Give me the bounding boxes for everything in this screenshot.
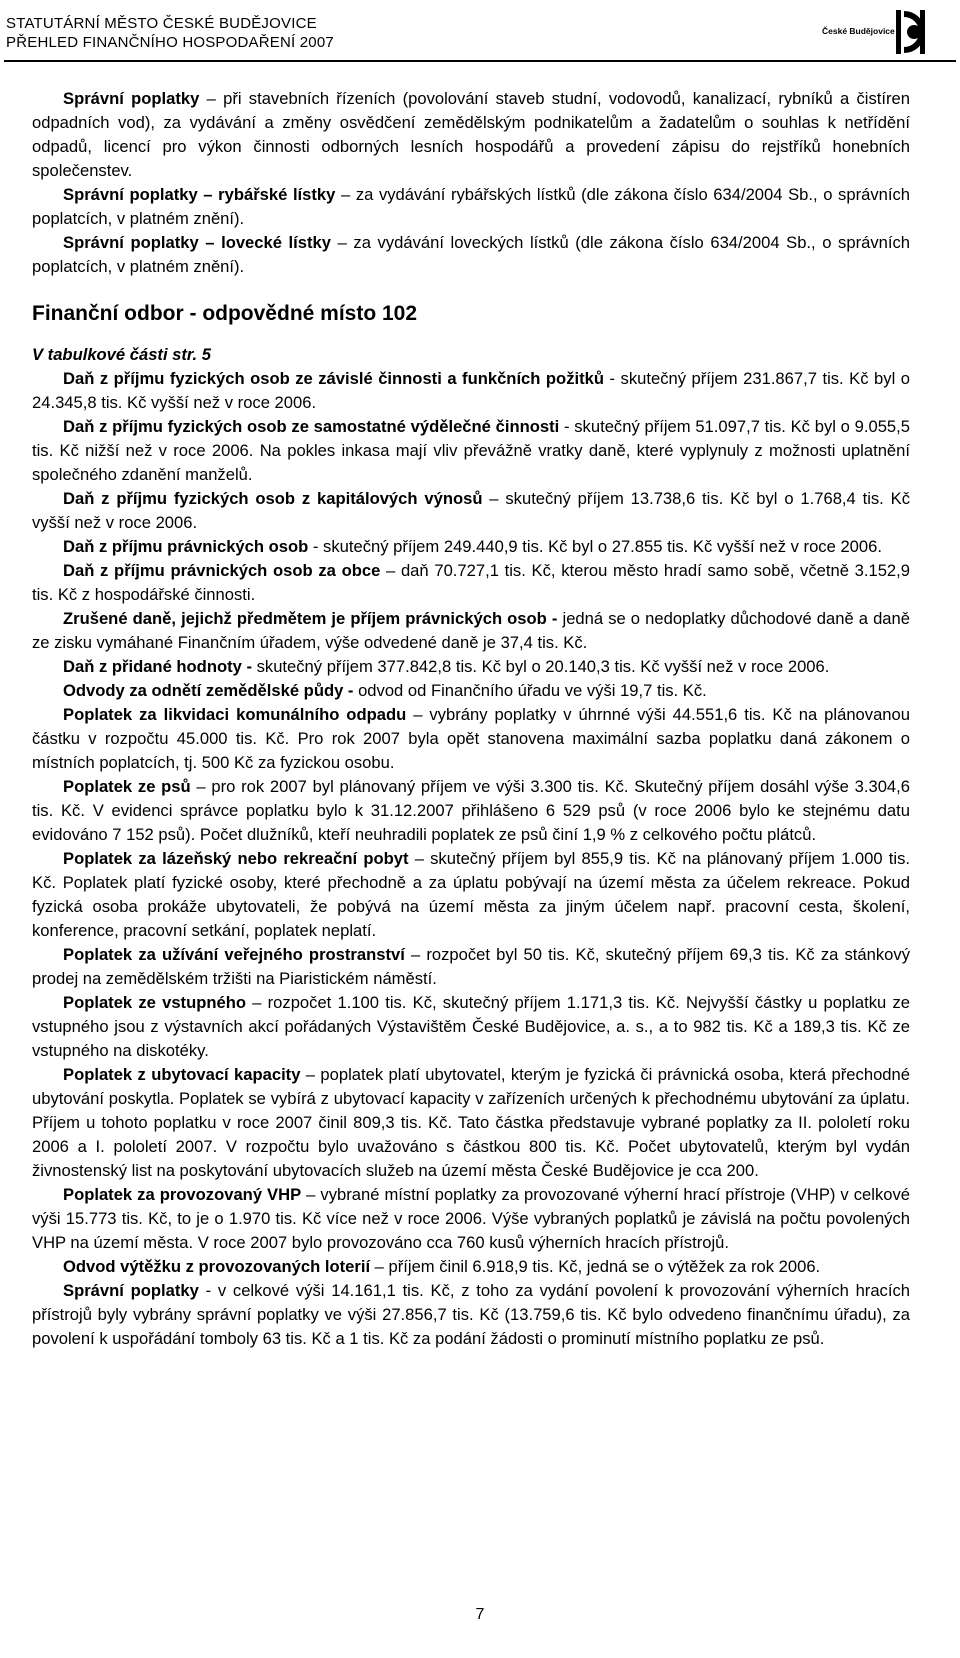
- paragraph: [32, 943, 910, 991]
- paragraph: [32, 1279, 910, 1351]
- paragraph-text: – příjem činil 6.918,9 tis. Kč, jedná se o výtěžek za rok 2006.: [370, 1257, 821, 1276]
- paragraph: [32, 991, 910, 1063]
- table-reference: V tabulkové části str. 5: [32, 345, 211, 364]
- section-title: Finanční odbor - odpovědné místo 102: [32, 302, 418, 325]
- paragraph-text: – pro rok 2007 byl plánovaný příjem ve výši 3.300 tis. Kč. Skutečný příjem dosáhl výše 3.304,6 tis. Kč. V evidenci správce poplatku bylo k 31.12.2007 přihlášeno 6 529 psů (v roce 2006 bylo ke stejnému datu evidováno 7 152 psů). Počet dlužníků, kteří neuhradili poplatek ze psů činí 1,9 % z celkového počtu plátců.: [32, 777, 910, 844]
- header-line-2: PŘEHLED FINANČNÍHO HOSPODAŘENÍ 2007: [6, 34, 334, 51]
- paragraph-heading: Poplatek z ubytovací kapacity: [63, 1065, 301, 1084]
- paragraph: [32, 775, 910, 847]
- paragraph-heading: Daň z příjmu fyzických osob ze samostatné výdělečné činnosti: [63, 417, 560, 436]
- paragraph-heading: Daň z příjmu právnických osob za obce: [63, 561, 381, 580]
- header-title: [6, 14, 334, 52]
- paragraph-heading: Poplatek za provozovaný VHP: [63, 1185, 302, 1204]
- paragraph-text: – skutečný příjem 13.738,6 tis. Kč byl o 1.768,4 tis. Kč vyšší než v roce 2006.: [32, 489, 910, 532]
- paragraph-text: jedná se o nedoplatky důchodové daně a daně ze zisku vymáhané Finančním úřadem, výše odvedené daně je 37,4 tis. Kč.: [32, 609, 910, 652]
- document-body: [32, 87, 910, 1351]
- paragraph-text: odvod od Finančního úřadu ve výši 19,7 tis. Kč.: [353, 681, 707, 700]
- header-divider: [4, 60, 956, 62]
- paragraph: [32, 679, 910, 703]
- paragraph: [32, 559, 910, 607]
- header-line-1: STATUTÁRNÍ MĚSTO ČESKÉ BUDĚJOVICE: [6, 15, 317, 32]
- paragraph-heading: Daň z přidané hodnoty -: [63, 657, 252, 676]
- paragraph-text: – rozpočet 1.100 tis. Kč, skutečný příjem 1.171,3 tis. Kč. Nejvyšší částky u poplatku ze vstupného jsou z výstavních akcí pořádaných Výstavištěm České Budějovice, a. s., a to 982 tis. Kč a 189,3 tis. Kč ze vstupného na diskotéky.: [32, 993, 910, 1060]
- paragraph: [32, 847, 910, 943]
- paragraph-heading: Poplatek ze vstupného: [63, 993, 246, 1012]
- paragraph-text: – daň 70.727,1 tis. Kč, kterou město hradí samo sobě, včetně 3.152,9 tis. Kč z hospodářské činnosti.: [32, 561, 910, 604]
- paragraph-heading: Poplatek za užívání veřejného prostranství: [63, 945, 405, 964]
- paragraph-heading: Poplatek ze psů: [63, 777, 191, 796]
- paragraph-heading: Odvod výtěžku z provozovaných loterií: [63, 1257, 371, 1276]
- paragraph-heading: Správní poplatky – rybářské lístky: [63, 185, 336, 204]
- paragraph-heading: Daň z příjmu fyzických osob z kapitálových výnosů: [63, 489, 483, 508]
- logo-label: České Budějovice: [822, 26, 895, 36]
- paragraph-text: - skutečný příjem 51.097,7 tis. Kč byl o 9.055,5 tis. Kč nižší než v roce 2006. Na pokles inkasa mají vliv převážně vratky daně, které vyplynuly z možnosti uplatnění společného zdanění manželů.: [32, 417, 910, 484]
- paragraph-heading: Správní poplatky: [63, 89, 200, 108]
- paragraph: [32, 367, 910, 415]
- paragraph-text: – za vydávání loveckých lístků (dle zákona číslo 634/2004 Sb., o správních poplatcích, v platném znění).: [32, 233, 910, 276]
- paragraph-heading: Zrušené daně, jejichž předmětem je příjem právnických osob -: [63, 609, 558, 628]
- paragraph-heading: Odvody za odnětí zemědělské půdy -: [63, 681, 354, 700]
- paragraph-heading: Daň z příjmu fyzických osob ze závislé činnosti a funkčních požitků: [63, 369, 604, 388]
- paragraph: [32, 231, 910, 279]
- paragraph: [32, 703, 910, 775]
- paragraph-text: - skutečný příjem 231.867,7 tis. Kč byl o 24.345,8 tis. Kč vyšší než v roce 2006.: [32, 369, 910, 412]
- paragraph: [32, 415, 910, 487]
- paragraph-heading: Poplatek za lázeňský nebo rekreační pobyt: [63, 849, 409, 868]
- paragraph: [32, 1063, 910, 1183]
- paragraph: [32, 183, 910, 231]
- page-number: 7: [475, 1606, 485, 1623]
- paragraph: [32, 607, 910, 655]
- paragraph: [32, 87, 910, 183]
- paragraph: [32, 535, 910, 559]
- paragraph-text: – při stavebních řízeních (povolování staveb studní, vodovodů, kanalizací, rybníků a čistíren odpadních vod), za vydávání a změny osvědčení zemědělským podnikatelům a žadatelům o souhlas k netřídění odpadů, licencí pro výkon činnosti odborných lesních hospodářů a provedení zápisu do rejstříků honebních společenstev.: [32, 89, 910, 180]
- paragraph-text: – vybrané místní poplatky za provozované výherní hrací přístroje (VHP) v celkové výši 15.773 tis. Kč, to je o 1.970 tis. Kč více než v roce 2006. Výše vybraných poplatků je závislá na počtu povolených VHP na území města. V roce 2007 bylo provozováno cca 760 kusů výherních hracích přístrojů.: [32, 1185, 910, 1252]
- city-logo-icon: [892, 8, 948, 56]
- city-logo: [822, 8, 950, 56]
- paragraph-text: - v celkové výši 14.161,1 tis. Kč, z toho za vydání povolení k provozování výherních hracích přístrojů byly vybrány správní poplatky ve výši 27.856,7 tis. Kč (13.759,6 tis. Kč bylo odvedeno finančnímu úřadu), za povolení k uspořádání tomboly 63 tis. Kč a 1 tis. Kč za podání žádosti o prominutí místního poplatku ze psů.: [32, 1281, 910, 1348]
- paragraph-text: skutečný příjem 377.842,8 tis. Kč byl o 20.140,3 tis. Kč vyšší než v roce 2006.: [251, 657, 830, 676]
- paragraph: [32, 1183, 910, 1255]
- paragraph: [32, 1255, 910, 1279]
- paragraph-heading: Daň z příjmu právnických osob: [63, 537, 309, 556]
- paragraph-text: – poplatek platí ubytovatel, kterým je fyzická či právnická osoba, která přechodné ubytování poskytla. Poplatek se vybírá z ubytovací kapacity v zařízeních určených k přechodnému ubytování za úplatu. Příjem u tohoto poplatku v roce 2007 činil 809,3 tis. Kč. Tato částka představuje vybrané poplatky za II. pololetí roku 2006 a I. pololetí 2007. V rozpočtu bylo uvažováno s částkou 800 tis. Kč. Počet ubytovatelů, kterým byl vydán živnostenský list na poskytování ubytovacích služeb na území města České Budějovice je cca 200.: [32, 1065, 910, 1180]
- paragraph-text: – skutečný příjem byl 855,9 tis. Kč na plánovaný příjem 1.000 tis. Kč. Poplatek platí fyzické osoby, které přechodně a za úplatu pobývají na území města za účelem rekreace. Pokud fyzická osoba prokáže ubytovateli, že pobývá na území města za jiným účelem např. pracovní cesta, školení, konference, pracovní setkání, poplatek neplatí.: [32, 849, 910, 940]
- paragraph: [32, 655, 910, 679]
- paragraph: [32, 487, 910, 535]
- paragraph-heading: Poplatek za likvidaci komunálního odpadu: [63, 705, 407, 724]
- paragraph-text: – rozpočet byl 50 tis. Kč, skutečný příjem 69,3 tis. Kč za stánkový prodej na zemědělském tržišti na Piaristickém náměstí.: [32, 945, 910, 988]
- paragraph-text: - skutečný příjem 249.440,9 tis. Kč byl o 27.855 tis. Kč vyšší než v roce 2006.: [308, 537, 882, 556]
- paragraph-text: – za vydávání rybářských lístků (dle zákona číslo 634/2004 Sb., o správních poplatcích, v platném znění).: [32, 185, 910, 228]
- paragraph-text: – vybrány poplatky v úhrnné výši 44.551,6 tis. Kč na plánovanou částku v rozpočtu 45.000 tis. Kč. Pro rok 2007 byla opět stanovena maximální sazba poplatku daná zákonem o místních poplatcích, tj. 500 Kč za fyzickou osobu.: [32, 705, 910, 772]
- paragraph-heading: Správní poplatky – lovecké lístky: [63, 233, 331, 252]
- paragraph-heading: Správní poplatky: [63, 1281, 199, 1300]
- page-header: [0, 0, 960, 60]
